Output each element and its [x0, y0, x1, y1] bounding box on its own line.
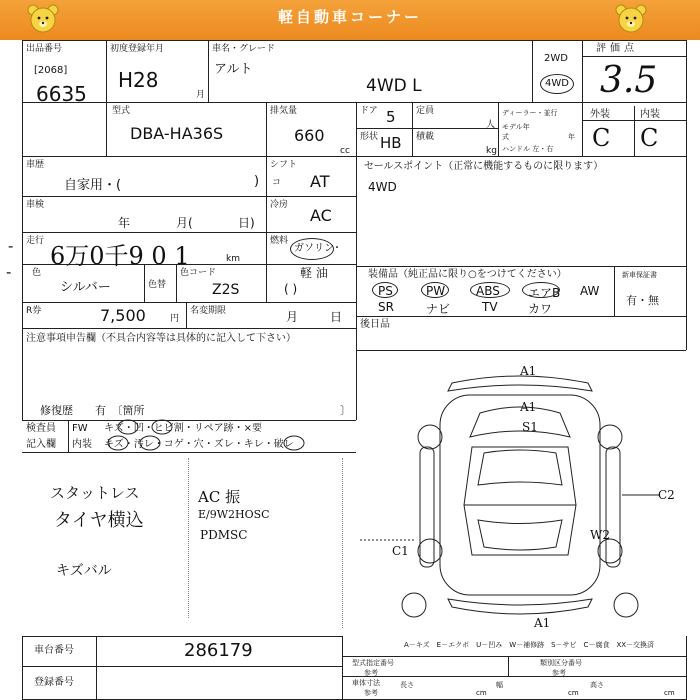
handwritten-note: AC 振: [198, 488, 241, 506]
body-shape-value: HB: [380, 134, 402, 152]
equipment-circle: [421, 282, 449, 298]
handwritten-note: PDMSC: [200, 528, 248, 542]
tax-month: 月: [286, 310, 299, 324]
model-year-unit: 年: [568, 133, 575, 141]
notes-repair-close: 〕: [340, 404, 351, 417]
inspection-year: 年: [118, 216, 131, 230]
bear-mascot-icon: [26, 4, 60, 36]
equipment-item: SR: [378, 300, 394, 314]
diagram-mark: S1: [522, 420, 538, 434]
handle-label: ハンドル 左・右: [502, 145, 554, 153]
length-field-label: 長さ: [400, 681, 414, 689]
equipment-item: TV: [482, 300, 498, 314]
doors-value: 5: [386, 108, 396, 126]
aircon-value: AC: [310, 206, 332, 225]
history-label: 車歴: [26, 160, 45, 170]
recycle-value: 7,500: [100, 306, 146, 325]
color-tick-mark: -: [6, 262, 12, 281]
equipment-item: PS: [378, 284, 393, 298]
dealer-label: ディーラー・並行: [502, 109, 558, 117]
page-title: 軽自動車コーナー: [277, 8, 422, 26]
warranty-label: 新車保証書: [622, 271, 657, 279]
model-year-label: モデル年式: [502, 123, 530, 141]
displacement-value: 660: [294, 126, 325, 145]
warranty-value: 有・無: [626, 294, 659, 307]
load-unit: kg: [486, 146, 497, 156]
equipment-item: エアB: [528, 286, 561, 300]
doors-label: ドア: [360, 106, 378, 116]
bear-mascot-icon: [614, 4, 648, 36]
damage-legend: A－キズ E－エクボ U－凹み W－補修跡 S－サビ C－腐食 XX－交換済: [404, 641, 655, 649]
chassis-label: 車台番号: [34, 645, 74, 656]
diagram-mark: W2: [590, 528, 610, 542]
car-name-label: 車名・グレード: [212, 44, 276, 54]
equipment-item: ナビ: [426, 302, 451, 316]
diagram-mark: A1: [534, 616, 551, 630]
equipment-item: PW: [426, 284, 446, 298]
displacement-unit: cc: [340, 146, 350, 156]
grade-value: 3.5: [600, 60, 658, 101]
notes-label: 注意事項申告欄（不具合内容等は具体的に記入して下さい）: [26, 333, 296, 344]
lot-number: 6635: [36, 82, 87, 106]
tax-label: 名変期限: [190, 306, 227, 316]
inspector-interior-items: キズ・汚レ・コゲ・穴・ズレ・キレ・破レ: [104, 439, 294, 450]
handwriting-guide: [342, 458, 343, 628]
exterior-label: 外装: [590, 109, 610, 120]
handwriting-guide: [188, 458, 189, 618]
diagram-mark: A1: [520, 400, 537, 414]
recycle-unit: 円: [170, 314, 180, 324]
registration-label: 初度登録年月: [110, 44, 165, 54]
history-close: ): [254, 174, 260, 189]
inspector-circles: [104, 418, 344, 454]
equipment-label: 装備品（純正品に限り○をつけてください）: [368, 269, 567, 280]
mileage-tick-mark: -: [8, 236, 14, 255]
model-number-ref: 参考: [364, 669, 378, 677]
capacity-label: 定員: [416, 106, 435, 116]
equipment-circle: [372, 282, 398, 298]
diagram-mark: A1: [520, 364, 537, 378]
height-unit: cm: [664, 689, 675, 697]
color-code-label: 色コード: [180, 268, 217, 278]
inspector-label: 検査員: [26, 423, 56, 434]
mileage-label: 走行: [26, 236, 45, 246]
capacity-unit: 人: [486, 120, 496, 130]
drive-selected: 4WD: [545, 78, 569, 89]
fuel-label: 燃料: [270, 236, 289, 246]
interior-grade: C: [640, 124, 659, 152]
model-label: 型式: [112, 106, 131, 116]
handwritten-note: E/9W2HOSC: [198, 508, 270, 521]
handwritten-note: スタットレス: [50, 484, 140, 502]
shift-prefix: コ: [272, 178, 282, 188]
notes-repair: 修復歴 有 〔箇所: [40, 404, 145, 417]
height-field-label: 高さ: [590, 681, 604, 689]
shift-label: シフト: [270, 160, 298, 170]
fuel-selected: ガソリン: [294, 243, 334, 254]
color-type-label: 色替: [148, 280, 167, 290]
mileage-unit: km: [226, 254, 240, 264]
fuel-extra: 軽 油: [300, 266, 328, 280]
car-grade: 4WD L: [366, 76, 422, 96]
inspection-label: 車検: [26, 200, 45, 210]
length-unit: cm: [476, 689, 487, 697]
lot-sub-number: [2068]: [34, 65, 68, 76]
inspector-fw: FW: [72, 423, 88, 434]
sales-point-value: 4WD: [368, 180, 397, 194]
drive-2wd-label: 2WD: [544, 53, 568, 64]
color-label: 色: [32, 268, 42, 278]
width-unit: cm: [568, 689, 579, 697]
length-label: 車体寸法: [352, 679, 380, 687]
record-label: 記入欄: [26, 439, 56, 450]
registration-number-label: 登録番号: [34, 677, 74, 688]
color-code: Z2S: [212, 282, 240, 298]
displacement-label: 排気量: [270, 106, 298, 116]
registration-month-unit: 月: [196, 90, 206, 100]
inspector-items: キズ・凹・ヒビ割・リペア跡・×要: [104, 423, 262, 434]
mileage-value: 6万0千9 0 1: [50, 242, 190, 270]
exterior-grade: C: [592, 124, 611, 152]
chassis-value: 286179: [184, 640, 253, 661]
history-value: 自家用・(: [64, 178, 122, 193]
inspection-day: 日): [238, 216, 255, 230]
recycle-label: R券: [26, 306, 42, 316]
category-label: 類別区分番号: [540, 659, 582, 667]
inspector-interior: 内装: [72, 439, 92, 450]
after-label: 後日品: [360, 319, 390, 330]
lot-label: 出品番号: [26, 44, 63, 54]
car-name: アルト: [214, 62, 253, 77]
handwritten-note: キズバル: [56, 563, 112, 579]
color-value: シルバー: [60, 280, 111, 295]
model-value: DBA-HA36S: [130, 124, 224, 143]
equipment-item: ABS: [476, 284, 500, 298]
equipment-item: カワ: [528, 302, 553, 316]
model-number-label: 型式指定番号: [352, 659, 394, 667]
equipment-circle: [522, 282, 560, 298]
diagram-mark: C1: [392, 544, 409, 558]
interior-label: 内装: [640, 109, 660, 120]
car-damage-diagram: [360, 355, 680, 640]
grade-label: 評価点: [596, 43, 638, 54]
tax-day: 日: [330, 310, 343, 324]
length-ref: 参考: [364, 689, 378, 697]
load-label: 積載: [416, 132, 435, 142]
width-field-label: 幅: [496, 681, 503, 689]
fuel-paren: ( ): [284, 282, 298, 296]
shift-value: AT: [310, 172, 330, 191]
equipment-circle: [470, 282, 510, 298]
inspection-month: 月(: [176, 216, 193, 230]
aircon-label: 冷房: [270, 200, 289, 210]
equipment-item: AW: [580, 284, 600, 298]
sales-point-label: セールスポイント（正常に機能するものに限ります）: [364, 161, 604, 172]
diagram-mark: C2: [658, 488, 675, 502]
registration-year: H28: [118, 68, 159, 92]
category-ref: 参考: [552, 669, 566, 677]
handwritten-note: タイヤ横込: [54, 510, 144, 531]
body-shape-label: 形状: [360, 132, 379, 142]
fuel-diesel-mark: ・: [332, 243, 342, 254]
